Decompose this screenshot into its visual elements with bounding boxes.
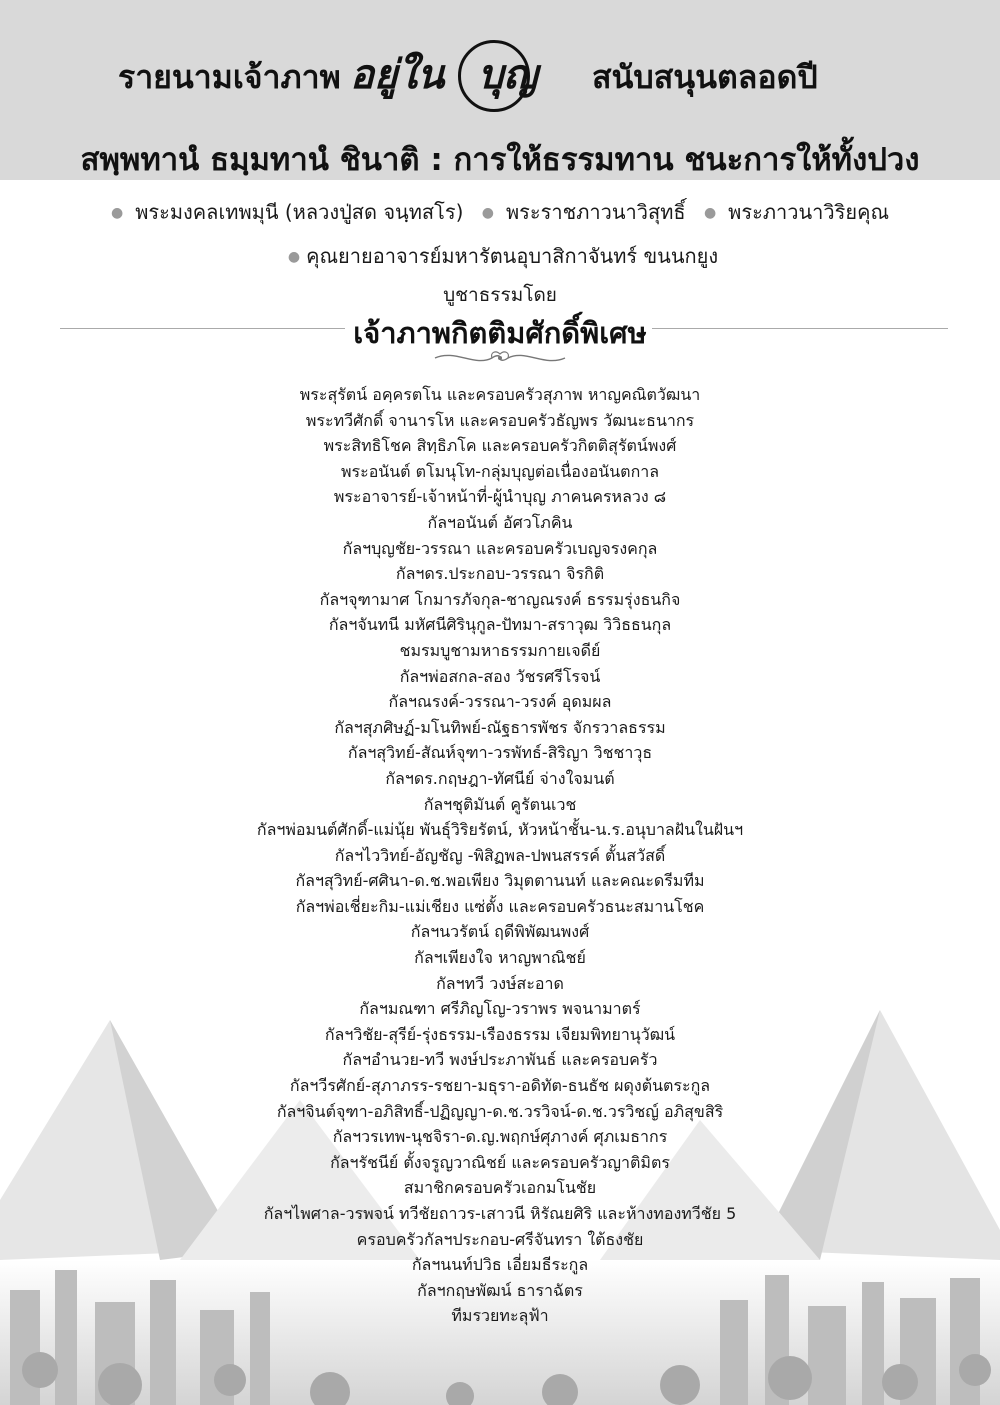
ornament-flourish-icon (430, 347, 570, 369)
list-item: กัลฯณรงค์-วรรณา-วรงค์ อุดมผล (388, 692, 612, 712)
list-item: กัลฯเพียงใจ หาญพาณิชย์ (414, 948, 586, 968)
section-title: เจ้าภาพกิตติมศักดิ์พิเศษ (353, 316, 647, 350)
list-item: กัลฯสุวิทย์-สัณห์จุฑา-วรพัทธ์-สิริญา วิชชาวุธ (347, 743, 653, 763)
monks-line-1 (0, 196, 1000, 228)
list-item: กัลฯอนันต์ อัศวโภคิน (427, 512, 573, 532)
list-item: กัลฯนวรัตน์ ฤดีพิพัฒนพงศ์ (410, 922, 590, 942)
list-item: กัลฯจุฑามาศ โกมารภัจกุล-ชาญณรงค์ ธรรมรุ่งธนกิจ (319, 589, 681, 609)
logo-left-text: อยู่ใน (350, 51, 445, 98)
list-item: กัลฯสุวิทย์-ศศินา-ด.ช.พอเพียง วิมุตตานนท์ และคณะดรีมทีม (295, 871, 705, 891)
monks-line-2 (0, 240, 1000, 272)
list-item: กัลฯดร.กฤษฎา-ทัศนีย์ จ่างใจมนต์ (385, 768, 615, 788)
list-item: กัลฯจันทนี มหัศนีศิรินุกูล-ปัทมา-สราวุฒ วิวิธธนกุล (328, 615, 672, 635)
list-item: ครอบครัวกัลฯประกอบ-ศรีจันทรา ใต้ธงชัย (356, 1229, 644, 1249)
list-item: กัลฯจินต์จุฑา-อภิสิทธิ์-ปฏิญญา-ด.ช.วรวิจน์-ด.ช.วรวิชญ์ อภิสุขสิริ (276, 1101, 724, 1121)
list-item: กัลฯบุญชัย-วรรณา และครอบครัวเบญจรงคกุล (342, 538, 658, 558)
list-item: สมาชิกครอบครัวเอกมโนชัย (403, 1178, 597, 1198)
header-title-row (0, 40, 1000, 110)
list-item: ชมรมบูชามหาธรรมกายเจดีย์ (399, 640, 601, 660)
list-item: กัลฯพ่อเชี่ยะกิม-แม่เชียง แซ่ตั้ง และครอบครัวธนะสมานโชค (295, 896, 705, 916)
list-item: กัลฯรัชนีย์ ตั้งจรูญวาณิชย์ และครอบครัวญาติมิตร (330, 1152, 670, 1172)
list-item: กัลฯสุภศิษฏ์-มโนทิพย์-ณัฐธารพัชร จักรวาลธรรม (334, 717, 666, 737)
header-left-title: รายนามเจ้าภาพ (118, 58, 341, 96)
list-item: กัลฯพ่อมนต์ศักดิ์-แม่นุ้ย พันธุ์วิริยรัตน์, หัวหน้าชั้น-น.ร.อนุบาลฝันในฝันฯ (256, 820, 744, 840)
list-item: กัลฯอำนวย-ทวี พงษ์ประภาพันธ์ และครอบครัว (342, 1050, 658, 1070)
list-item: กัลฯไพศาล-วรพจน์ ทวีชัยถาวร-เสาวนี หิรัณยศิริ และห้างทองทวีชัย 5 (263, 1204, 737, 1223)
list-item: กัลฯมณฑา ศรีภิญโญ-วราพร พจนามาตร์ (359, 999, 641, 1019)
monk-name: คุณยายอาจารย์มหารัตนอุบาสิกาจันทร์ ขนนกยูง (306, 244, 719, 268)
list-item: กัลฯนนท์ปวิธ เอี่ยมธีระกูล (411, 1255, 589, 1275)
list-item: กัลฯชุติมันต์ คูรัตนเวช (423, 794, 577, 814)
list-item: กัลฯวีรศักย์-สุภาภรร-รชยา-มธุรา-อดิทัต-ธนธัช ผดุงต้นตระกูล (289, 1076, 711, 1096)
bullet-icon: ● (703, 205, 717, 221)
list-item: กัลฯทวี วงษ์สะอาด (436, 973, 564, 993)
monk-name: พระภาวนาวิริยคุณ (728, 200, 890, 224)
bullet-icon: ● (287, 249, 301, 265)
list-item: กัลฯไววิทย์-อัญชัญ -พิสิฏพล-ปพนสรรค์ ตั้นสวัสดิ์ (334, 845, 666, 865)
bullet-icon: ● (481, 205, 494, 221)
monk-name: พระราชภาวนาวิสุทธิ์ (506, 200, 686, 224)
bucha-label: บูชาธรรมโดย (443, 284, 557, 306)
list-item: ทีมรวยทะลุฟ้า (451, 1306, 549, 1326)
motto: สพฺพทานํ ธมฺมทานํ ชินาติ : การให้ธรรมทาน ชนะการให้ทั้งปวง (80, 142, 920, 178)
list-item: พระสิทธิโชค สิทฺธิภโค และครอบครัวกิตติสุรัตน์พงศ์ (323, 436, 677, 456)
logo-right-text: บุญ (478, 51, 538, 98)
header-right-title: สนับสนุนตลอดปี (592, 58, 818, 96)
list-item: พระทวีศักดิ์ จานารโห และครอบครัวธัญพร วัฒนะธนากร (305, 410, 695, 430)
list-item: กัลฯวิชัย-สุรีย์-รุ่งธรรม-เรืองธรรม เจียมพิทยานุวัฒน์ (324, 1024, 676, 1044)
donor-list (0, 382, 1000, 1329)
list-item: พระอนันต์ ตโมนุโท-กลุ่มบุญต่อเนื่องอนันตกาล (340, 461, 660, 481)
monk-name: พระมงคลเทพมุนี (หลวงปู่สด จนฺทสโร) (135, 200, 464, 224)
list-item: พระอาจารย์-เจ้าหน้าที่-ผู้นำบุญ ภาคนครหลวง ๘ (333, 487, 667, 507)
list-item: กัลฯวรเทพ-นุชจิรา-ด.ญ.พฤกษ์ศุภางค์ ศุภเมธากร (332, 1127, 668, 1147)
list-item: กัลฯพ่อสกล-สอง วัชรศรีโรจน์ (399, 666, 601, 686)
divider-right (652, 328, 948, 329)
list-item: กัลฯดร.ประกอบ-วรรณา จิรกิติ (395, 564, 605, 584)
magazine-logo (350, 40, 580, 114)
list-item: พระสุรัตน์ อคฺครตโน และครอบครัวสุภาพ หาญคณิตวัฒนา (299, 385, 701, 404)
bullet-icon: ● (110, 205, 124, 221)
list-item: กัลฯกฤษพัฒน์ ธาราฉัตร (417, 1280, 583, 1300)
